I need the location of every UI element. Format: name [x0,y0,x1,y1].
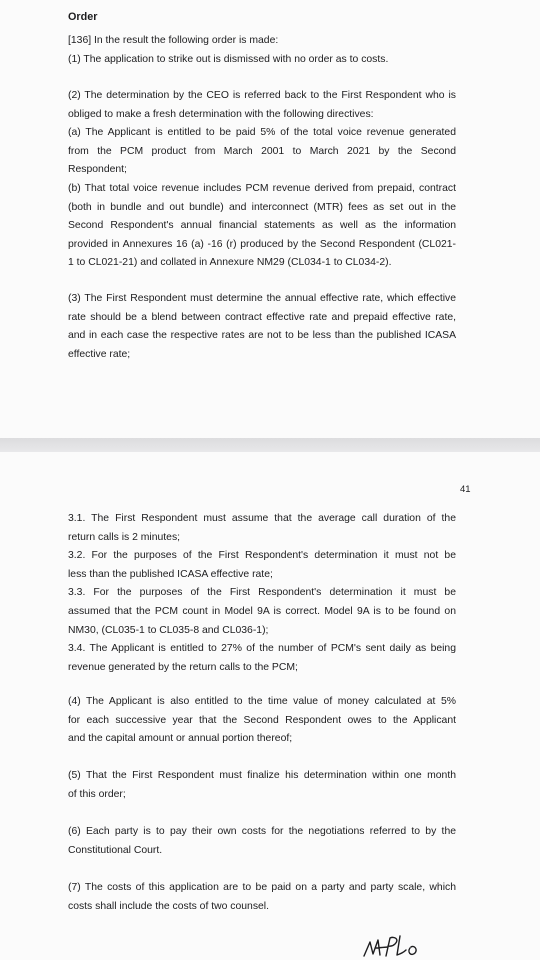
text-line: revenue generated by the return calls to the PCM; [68,661,298,673]
text-line: 3.4. The Applicant is entitled to 27% of the number of PCM's sent daily as being [68,643,456,655]
document-page-bottom [0,452,540,960]
paragraph-4 [68,693,456,749]
paragraph-6 [68,823,456,860]
text-line: effective rate; [68,348,131,360]
text-line: of this order; [68,788,126,800]
text-line: provided in Annexures 16 (a) -16 (r) produced by the Second Respondent (CL021- [68,238,456,250]
text-line: (7) The costs of this application are to be paid on a party and party scale, which [68,882,456,893]
paragraph-7 [68,879,456,916]
intro-paragraph [68,32,456,69]
paragraph-2 [68,87,456,273]
text-line: assumed that the PCM count in Model 9A is correct. Model 9A is to be found on [68,605,456,617]
handwritten-signature [360,930,440,958]
text-line: for each successive year that the Second Respondent owes to the Applicant [68,714,456,726]
text-line: 3.1. The First Respondent must assume that the average call duration of the [68,513,456,524]
text-line: 1 to CL021-21) and collated in Annexure NM29 (CL034-1 to CL034-2). [68,257,392,269]
text-line: (both in bundle and out bundle) and interconnect (MTR) fees as set out in the [68,201,456,213]
order-heading: Order [68,11,98,23]
text-line: (3) The First Respondent must determine the annual effective rate, which effective [68,293,456,304]
text-line: [136] In the result the following order is made: [68,35,279,46]
page-separator [0,438,540,452]
text-line: 3.2. For the purposes of the First Respondent's determination it must not be [68,550,456,562]
text-line: (2) The determination by the CEO is referred back to the First Respondent who is [68,90,456,101]
text-line: (5) That the First Respondent must finalize his determination within one month [68,770,456,781]
text-line: Respondent; [68,164,127,176]
text-line: (6) Each party is to pay their own costs for the negotiations referred to by the [68,826,456,837]
text-line: 3.3. For the purposes of the First Respondent's determination it must be [68,587,456,599]
paragraph-3 [68,290,456,364]
text-line: rate should be a blend between contract effective rate and prepaid effective rate, [68,311,456,323]
text-line: (b) That total voice revenue includes PCM revenue derived from prepaid, contract [68,182,456,194]
page-number: 41 [460,484,471,495]
text-line: return calls is 2 minutes; [68,531,181,543]
text-line: Second Respondent's annual financial statements as well as the information [68,220,456,232]
text-line: (1) The application to strike out is dismissed with no order as to costs. [68,53,389,65]
text-line: Constitutional Court. [68,844,163,856]
text-line: NM30, (CL035-1 to CL035-8 and CL036-1); [68,624,269,636]
text-line: from the PCM product from March 2001 to March 2021 by the Second [68,145,456,157]
text-line: (4) The Applicant is also entitled to the time value of money calculated at 5% [68,696,456,707]
text-line: obliged to make a fresh determination with the following directives: [68,108,374,120]
text-line: (a) The Applicant is entitled to be paid 5% of the total voice revenue generated [68,127,456,139]
text-line: and in each case the respective rates are not to be less than the published ICASA [68,330,456,342]
sub-paragraphs-3 [68,510,456,677]
paragraph-5 [68,767,456,804]
text-line: less than the published ICASA effective rate; [68,568,273,580]
document-page-top [0,0,540,438]
text-line: costs shall include the costs of two counsel. [68,900,269,912]
text-line: and the capital amount or annual portion thereof; [68,733,293,745]
